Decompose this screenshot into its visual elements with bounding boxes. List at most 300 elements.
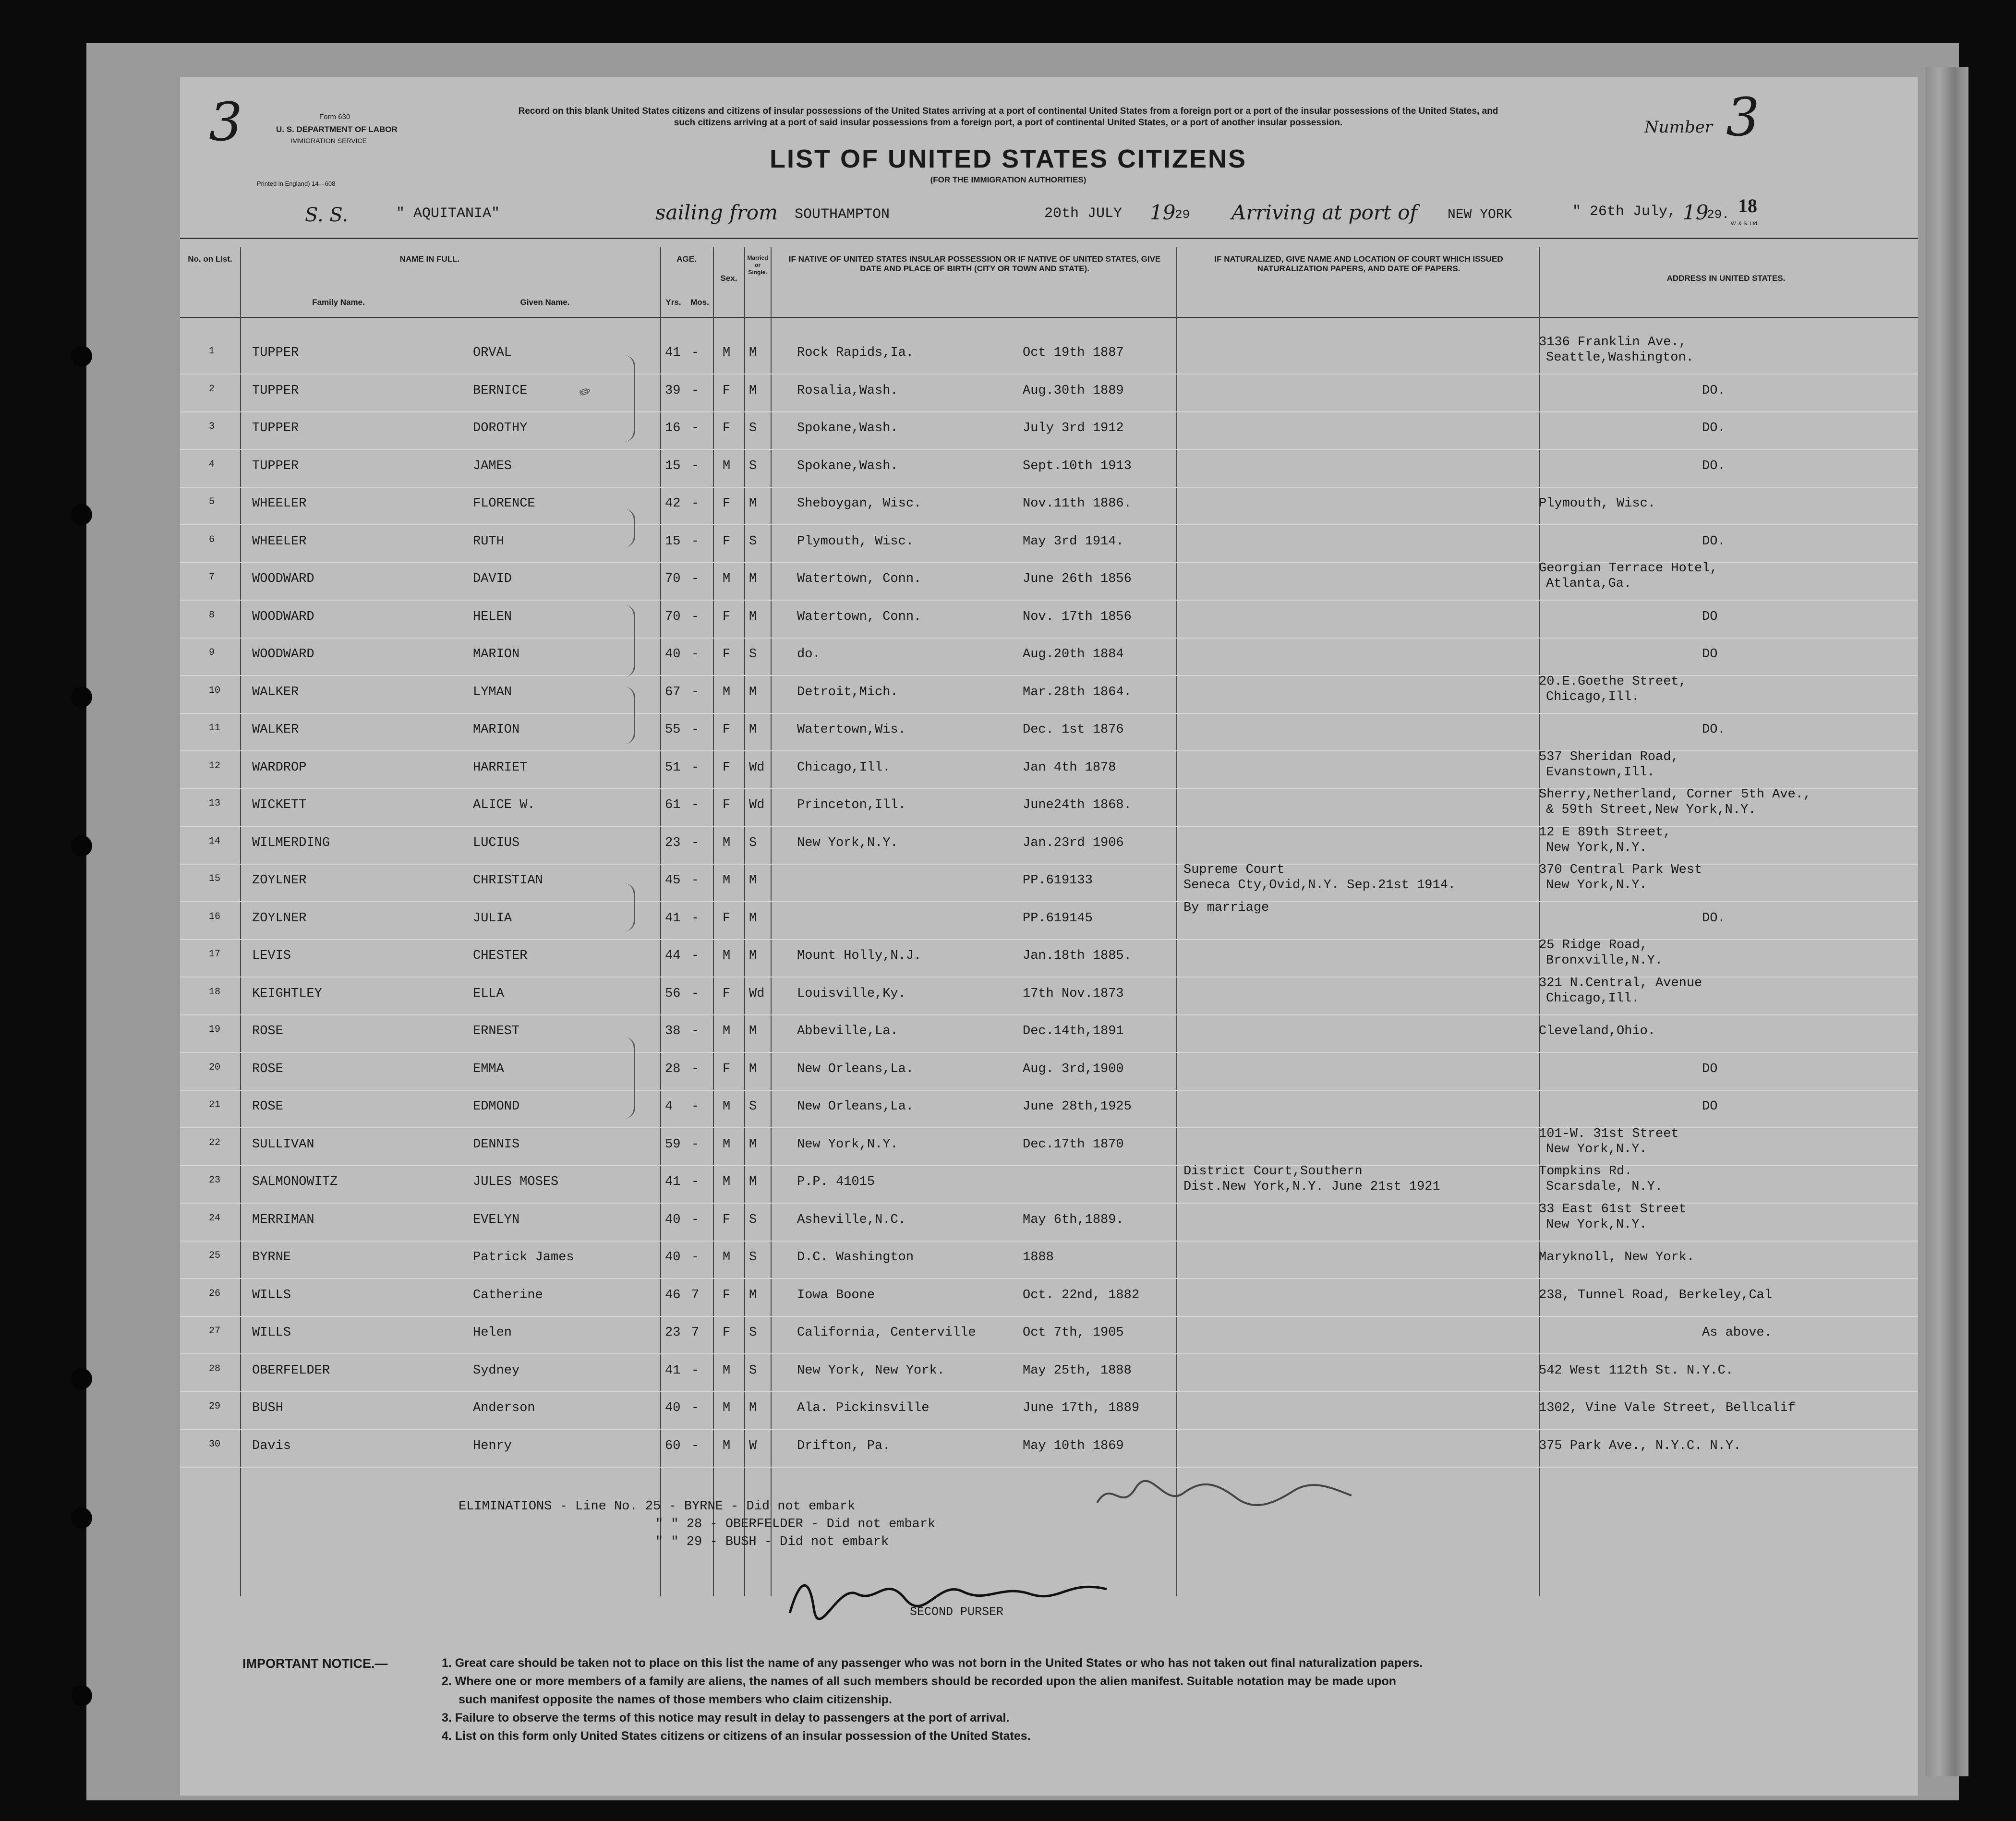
given-name: FLORENCE	[473, 496, 535, 511]
birth-date: Jan.18th 1885.	[1023, 949, 1132, 963]
address-line-2: Bronxville,N.Y.	[1546, 953, 1663, 968]
table-row	[180, 1288, 1889, 1326]
given-name: BERNICE	[473, 383, 528, 398]
row-number: 21	[209, 1099, 221, 1110]
notice-item: 2. Where one or more members of a family are aliens, the names of all such members should be recorded upon the alien manifest. Suitable notation may be made upon	[442, 1675, 1396, 1688]
sex: M	[723, 685, 731, 699]
given-name: Anderson	[473, 1401, 535, 1415]
record-notice: Record on this blank United States citizens and citizens of insular possessions of the United States arriving at a port of continental United States from a foreign port or a port of the insular possessions of the United States, and such citizens arriving at a port of said insular possessions from a foreign port, a port of continental United States, or a port of another insular possession.	[518, 106, 1498, 128]
row-number: 26	[209, 1288, 221, 1299]
marital-status: M	[749, 873, 757, 888]
sex: M	[723, 458, 731, 473]
address-line-1: DO	[1702, 1099, 1718, 1114]
address-line-1: 101-W. 31st Street	[1539, 1126, 1679, 1141]
sex: M	[723, 873, 731, 888]
row-number: 15	[209, 873, 221, 884]
given-name: Helen	[473, 1326, 512, 1340]
address-line-1: As above.	[1702, 1326, 1772, 1340]
address-line-1: Maryknoll, New York.	[1539, 1250, 1695, 1265]
age-months: -	[691, 685, 700, 699]
birth-date: Aug. 3rd,1900	[1023, 1061, 1124, 1076]
marital-status: M	[749, 383, 757, 398]
number-label: Number	[1644, 118, 1713, 137]
age-years: 28	[665, 1061, 681, 1076]
birth-place: Spokane,Wash.	[797, 421, 898, 435]
family-name: WICKETT	[252, 798, 307, 812]
address-line-1: DO.	[1702, 534, 1726, 549]
corner-number: 18	[1738, 195, 1757, 217]
sail-year-prefix: 19	[1150, 201, 1176, 224]
sex: F	[723, 609, 731, 624]
family-name: TUPPER	[252, 383, 299, 398]
birth-date: Nov.11th 1886.	[1023, 496, 1132, 511]
marital-status: M	[749, 1175, 757, 1189]
birth-place: Chicago,Ill.	[797, 760, 891, 775]
elimination-line: ELIMINATIONS - Line No. 25 - BYRNE - Did not embark	[459, 1499, 856, 1514]
age-months: -	[691, 1137, 700, 1152]
purser-title: SECOND PURSER	[910, 1605, 1004, 1619]
birth-date: Dec.17th 1870	[1023, 1137, 1124, 1152]
age-years: 51	[665, 760, 681, 775]
marital-status: M	[749, 1401, 757, 1415]
age-months: -	[691, 1438, 700, 1453]
sex: F	[723, 760, 731, 775]
marital-status: M	[749, 911, 757, 926]
family-name: ROSE	[252, 1024, 283, 1038]
age-years: 56	[665, 986, 681, 1001]
birth-place: do.	[797, 647, 821, 662]
sailing-date: 20th JULY	[1044, 205, 1123, 222]
table-row	[180, 496, 1889, 534]
birth-place: Princeton,Ill.	[797, 798, 906, 812]
birth-date: Sept.10th 1913	[1023, 458, 1132, 473]
binder-hole	[71, 1685, 92, 1706]
birth-place: Abbeville,La.	[797, 1024, 898, 1038]
table-row	[180, 1202, 1889, 1250]
marital-status: M	[749, 1061, 757, 1076]
family-name: WILLS	[252, 1326, 291, 1340]
given-name: Sydney	[473, 1363, 520, 1378]
address-line-2: Scarsdale, N.Y.	[1546, 1180, 1663, 1194]
birth-date: June 26th 1856	[1023, 572, 1132, 586]
row-number: 1	[209, 346, 215, 357]
age-years: 23	[665, 1326, 681, 1340]
family-name: ROSE	[252, 1061, 283, 1076]
sex: M	[723, 1363, 731, 1378]
given-name: Henry	[473, 1438, 512, 1453]
address-line-1: DO.	[1702, 383, 1726, 398]
birth-date: Oct 19th 1887	[1023, 346, 1124, 360]
arrive-year-prefix: 19	[1683, 201, 1709, 224]
family-name: MERRIMAN	[252, 1212, 314, 1227]
age-years: 40	[665, 1212, 681, 1227]
given-name: JAMES	[473, 458, 512, 473]
age-months: -	[691, 609, 700, 624]
birth-place: Mount Holly,N.J.	[797, 949, 922, 963]
age-months: -	[691, 647, 700, 662]
marital-status: S	[749, 1250, 757, 1265]
table-row	[180, 335, 1889, 383]
age-months: -	[691, 1175, 700, 1189]
age-years: 70	[665, 572, 681, 586]
col-header-family: Family Name.	[312, 298, 365, 307]
age-years: 42	[665, 496, 681, 511]
address-line-1: Cleveland,Ohio.	[1539, 1024, 1656, 1038]
birth-date: Oct 7th, 1905	[1023, 1326, 1124, 1340]
given-name: HELEN	[473, 609, 512, 624]
age-months: -	[691, 1250, 700, 1265]
birth-place: New York,N.Y.	[797, 835, 898, 850]
birth-date: Nov. 17th 1856	[1023, 609, 1132, 624]
given-name: JULES MOSES	[473, 1175, 559, 1189]
table-row	[180, 1326, 1889, 1363]
age-months: 7	[691, 1288, 700, 1302]
birth-place: Ala. Pickinsville	[797, 1401, 930, 1415]
table-row	[180, 976, 1889, 1024]
col-header-no: No. on List.	[188, 254, 232, 264]
address-line-2: New York,N.Y.	[1546, 878, 1647, 892]
address-line-2: Seattle,Washington.	[1546, 350, 1694, 365]
sex: F	[723, 1288, 731, 1302]
family-bracket	[624, 605, 635, 677]
age-years: 60	[665, 1438, 681, 1453]
family-name: TUPPER	[252, 458, 299, 473]
birth-date: Dec. 1st 1876	[1023, 723, 1124, 737]
sex: F	[723, 723, 731, 737]
birth-date: PP.619133	[1023, 873, 1093, 888]
table-row	[180, 1062, 1889, 1099]
age-months: -	[691, 835, 700, 850]
family-bracket	[624, 355, 635, 442]
age-years: 67	[665, 685, 681, 699]
family-name: LEVIS	[252, 949, 291, 963]
age-months: -	[691, 346, 700, 360]
address-line-1: 375 Park Ave., N.Y.C. N.Y.	[1539, 1438, 1741, 1453]
sex: M	[723, 1438, 731, 1453]
age-months: -	[691, 911, 700, 926]
birth-place: New Orleans,La.	[797, 1061, 914, 1076]
age-years: 15	[665, 534, 681, 549]
birth-date: Aug.20th 1884	[1023, 647, 1124, 662]
given-name: EVELYN	[473, 1212, 520, 1227]
family-name: WOODWARD	[252, 609, 314, 624]
row-number: 20	[209, 1061, 221, 1073]
naturalization-detail: Seneca Cty,Ovid,N.Y. Sep.21st 1914.	[1183, 878, 1456, 892]
address-line-1: 537 Sheridan Road,	[1539, 749, 1679, 764]
age-months: -	[691, 949, 700, 963]
address-line-1: 12 E 89th Street,	[1539, 825, 1671, 840]
birth-date: Jan 4th 1878	[1023, 760, 1116, 775]
birth-date: Jan.23rd 1906	[1023, 835, 1124, 850]
given-name: Catherine	[473, 1288, 543, 1302]
row-number: 12	[209, 760, 221, 772]
table-row	[180, 1250, 1889, 1288]
age-months: -	[691, 1401, 700, 1415]
age-years: 59	[665, 1137, 681, 1152]
age-months: 7	[691, 1326, 700, 1340]
address-line-2: New York,N.Y.	[1546, 1217, 1647, 1232]
age-years: 40	[665, 647, 681, 662]
address-line-1: DO.	[1702, 421, 1726, 435]
arrive-year: 29.	[1707, 207, 1729, 222]
birth-date: Dec.14th,1891	[1023, 1024, 1124, 1038]
table-row	[180, 1024, 1889, 1061]
address-line-2: Chicago,Ill.	[1546, 991, 1640, 1006]
notice-item: 1. Great care should be taken not to place on this list the name of any passenger who was not born in the United States or who has not taken out final naturalization papers.	[442, 1656, 1423, 1670]
age-months: -	[691, 421, 700, 435]
marital-status: S	[749, 421, 757, 435]
family-name: SALMONOWITZ	[252, 1175, 338, 1189]
marital-status: S	[749, 1099, 757, 1114]
age-years: 44	[665, 949, 681, 963]
age-months: -	[691, 383, 700, 398]
table-row	[180, 1439, 1889, 1476]
naturalization-court: By marriage	[1183, 900, 1269, 915]
table-row	[180, 459, 1889, 496]
notice-item: 4. List on this form only United States citizens or citizens of an insular possession of the United States.	[442, 1729, 1031, 1743]
address-line-1: Plymouth, Wisc.	[1539, 496, 1656, 511]
age-months: -	[691, 1212, 700, 1227]
marital-status: M	[749, 1137, 757, 1152]
age-years: 4	[665, 1099, 673, 1114]
document-title: LIST OF UNITED STATES CITIZENS	[770, 145, 1247, 173]
birth-place: Asheville,N.C.	[797, 1212, 906, 1227]
address-line-1: 542 West 112th St. N.Y.C.	[1539, 1363, 1734, 1378]
age-years: 16	[665, 421, 681, 435]
sex: F	[723, 534, 731, 549]
sex: F	[723, 1326, 731, 1340]
sex: M	[723, 1099, 731, 1114]
birth-date: Mar.28th 1864.	[1023, 685, 1132, 699]
address-line-1: 238, Tunnel Road, Berkeley,Cal	[1539, 1288, 1773, 1302]
address-line-1: 20.E.Goethe Street,	[1539, 674, 1687, 689]
column-header-rule	[180, 317, 1918, 318]
age-months: -	[691, 1024, 700, 1038]
address-line-1: 321 N.Central, Avenue	[1539, 976, 1702, 990]
age-years: 41	[665, 911, 681, 926]
age-years: 23	[665, 835, 681, 850]
row-number: 16	[209, 911, 221, 922]
age-years: 45	[665, 873, 681, 888]
address-line-1: 33 East 61st Street	[1539, 1202, 1687, 1217]
row-number: 27	[209, 1326, 221, 1337]
family-name: WALKER	[252, 685, 299, 699]
address-line-1: DO.	[1702, 723, 1726, 737]
family-name: WALKER	[252, 723, 299, 737]
table-row	[180, 561, 1889, 609]
table-row	[180, 421, 1889, 458]
sex: F	[723, 383, 731, 398]
age-months: -	[691, 1363, 700, 1378]
sex: M	[723, 1024, 731, 1038]
marital-status: M	[749, 723, 757, 737]
printed-note: Printed in England) 14—608	[257, 180, 336, 187]
birth-place: Sheboygan, Wisc.	[797, 496, 922, 511]
marital-status: Wd	[749, 986, 765, 1001]
age-years: 61	[665, 798, 681, 812]
given-name: Patrick James	[473, 1250, 574, 1265]
birth-date: May 25th, 1888	[1023, 1363, 1132, 1378]
birth-date: May 3rd 1914.	[1023, 534, 1124, 549]
given-name: LUCIUS	[473, 835, 520, 850]
row-number: 2	[209, 383, 215, 395]
family-name: WHEELER	[252, 496, 307, 511]
marital-status: M	[749, 685, 757, 699]
family-name: ROSE	[252, 1099, 283, 1114]
table-row	[180, 1126, 1889, 1175]
row-number: 13	[209, 798, 221, 809]
birth-place: D.C. Washington	[797, 1250, 914, 1265]
birth-date: 17th Nov.1873	[1023, 986, 1124, 1001]
birth-date: Oct. 22nd, 1882	[1023, 1288, 1140, 1302]
birth-place: New York,N.Y.	[797, 1137, 898, 1152]
given-name: DENNIS	[473, 1137, 520, 1152]
birth-date: June 17th, 1889	[1023, 1401, 1140, 1415]
printer-mark: W. & S. Ltd.	[1731, 221, 1759, 227]
row-number: 25	[209, 1250, 221, 1261]
given-name: EDMOND	[473, 1099, 520, 1114]
sex: M	[723, 949, 731, 963]
elimination-line: " " 29 - BUSH - Did not embark	[655, 1535, 889, 1549]
ship-name: " AQUITANIA"	[396, 205, 500, 222]
age-months: -	[691, 723, 700, 737]
family-bracket	[624, 883, 635, 931]
marital-status: S	[749, 647, 757, 662]
row-number: 29	[209, 1401, 221, 1412]
marital-status: M	[749, 346, 757, 360]
address-line-1: Sherry,Netherland, Corner 5th Ave.,	[1539, 787, 1811, 802]
marital-status: M	[749, 572, 757, 586]
table-row	[180, 610, 1889, 647]
age-months: -	[691, 534, 700, 549]
given-name: RUTH	[473, 534, 504, 549]
marital-status: S	[749, 835, 757, 850]
manifest-sheet	[180, 77, 1918, 1796]
age-years: 38	[665, 1024, 681, 1038]
inspector-signature	[1092, 1474, 1361, 1517]
family-name: TUPPER	[252, 346, 299, 360]
service: IMMIGRATION SERVICE	[290, 137, 367, 145]
col-header-age: AGE.	[676, 254, 697, 264]
sex: M	[723, 346, 731, 360]
given-name: DAVID	[473, 572, 512, 586]
row-number: 6	[209, 534, 215, 545]
sex: F	[723, 798, 731, 812]
birth-date: May 10th 1869	[1023, 1438, 1124, 1453]
binder-hole	[71, 504, 92, 525]
sex: F	[723, 496, 731, 511]
birth-date: Aug.30th 1889	[1023, 383, 1124, 398]
given-name: EMMA	[473, 1061, 504, 1076]
row-number: 28	[209, 1363, 221, 1375]
form-number: Form 630	[319, 113, 350, 121]
age-years: 41	[665, 1363, 681, 1378]
age-months: -	[691, 1099, 700, 1114]
col-header-name: NAME IN FULL.	[399, 254, 460, 264]
age-months: -	[691, 572, 700, 586]
given-name: MARION	[473, 723, 520, 737]
family-name: WILLS	[252, 1288, 291, 1302]
family-bracket	[624, 687, 635, 744]
address-line-1: Georgian Terrace Hotel,	[1539, 561, 1718, 576]
row-number: 24	[209, 1212, 221, 1224]
given-name: DOROTHY	[473, 421, 528, 435]
row-number: 5	[209, 496, 215, 507]
sex: F	[723, 911, 731, 926]
row-number: 8	[209, 609, 215, 621]
sex: M	[723, 1250, 731, 1265]
given-name: ALICE W.	[473, 798, 535, 812]
family-name: BUSH	[252, 1401, 283, 1415]
row-number: 17	[209, 949, 221, 960]
sailing-from-label: sailing from	[655, 201, 778, 224]
sex: F	[723, 647, 731, 662]
row-number: 23	[209, 1175, 221, 1186]
birth-date: PP.619145	[1023, 911, 1093, 926]
birth-place: Watertown, Conn.	[797, 609, 922, 624]
family-name: WOODWARD	[252, 572, 314, 586]
birth-place: Louisville,Ky.	[797, 986, 906, 1001]
naturalization-court: District Court,Southern	[1183, 1164, 1363, 1179]
sex: F	[723, 1061, 731, 1076]
birth-place: Watertown,Wis.	[797, 723, 906, 737]
given-name: ERNEST	[473, 1024, 520, 1038]
header-rule	[180, 238, 1918, 239]
handwritten-annotation: ✎	[574, 384, 596, 403]
family-name: OBERFELDER	[252, 1363, 330, 1378]
address-line-1: 3136 Franklin Ave.,	[1539, 335, 1687, 350]
marital-status: S	[749, 1212, 757, 1227]
birth-place: Iowa Boone	[797, 1288, 875, 1302]
sail-year: 29	[1175, 207, 1190, 222]
marital-status: S	[749, 1363, 757, 1378]
family-name: KEIGHTLEY	[252, 986, 322, 1001]
family-name: ZOYLNER	[252, 911, 307, 926]
elimination-line: " " 28 - OBERFELDER - Did not embark	[655, 1517, 936, 1532]
row-number: 14	[209, 835, 221, 847]
sex: F	[723, 1212, 731, 1227]
row-number: 7	[209, 572, 215, 583]
naturalization-court: Supreme Court	[1183, 863, 1285, 877]
marital-status: M	[749, 1288, 757, 1302]
given-name: LYMAN	[473, 685, 512, 699]
address-line-1: 25 Ridge Road,	[1539, 938, 1648, 953]
age-months: -	[691, 1061, 700, 1076]
row-number: 30	[209, 1438, 221, 1450]
birth-place: Rosalia,Wash.	[797, 383, 898, 398]
family-name: WILMERDING	[252, 835, 330, 850]
address-line-1: DO	[1702, 1061, 1718, 1076]
arriving-label: Arriving at port of	[1231, 201, 1417, 224]
ss-label: S. S.	[305, 204, 349, 226]
family-name: TUPPER	[252, 421, 299, 435]
marital-status: M	[749, 496, 757, 511]
row-number: 9	[209, 647, 215, 658]
address-line-2: Atlanta,Ga.	[1546, 577, 1632, 591]
given-name: CHESTER	[473, 949, 528, 963]
col-header-naturalized: IF NATURALIZED, GIVE NAME AND LOCATION OF COURT WHICH ISSUED NATURALIZATION PAPERS, AND DATE OF PAPERS.	[1214, 254, 1503, 273]
age-years: 40	[665, 1401, 681, 1415]
marital-status: Wd	[749, 760, 765, 775]
age-months: -	[691, 986, 700, 1001]
age-years: 55	[665, 723, 681, 737]
address-line-2: New York,N.Y.	[1546, 1142, 1647, 1157]
birth-date: 1888	[1023, 1250, 1054, 1265]
address-line-1: Tompkins Rd.	[1539, 1164, 1632, 1179]
sex: F	[723, 421, 731, 435]
col-header-sex: Sex.	[720, 274, 737, 283]
age-months: -	[691, 798, 700, 812]
